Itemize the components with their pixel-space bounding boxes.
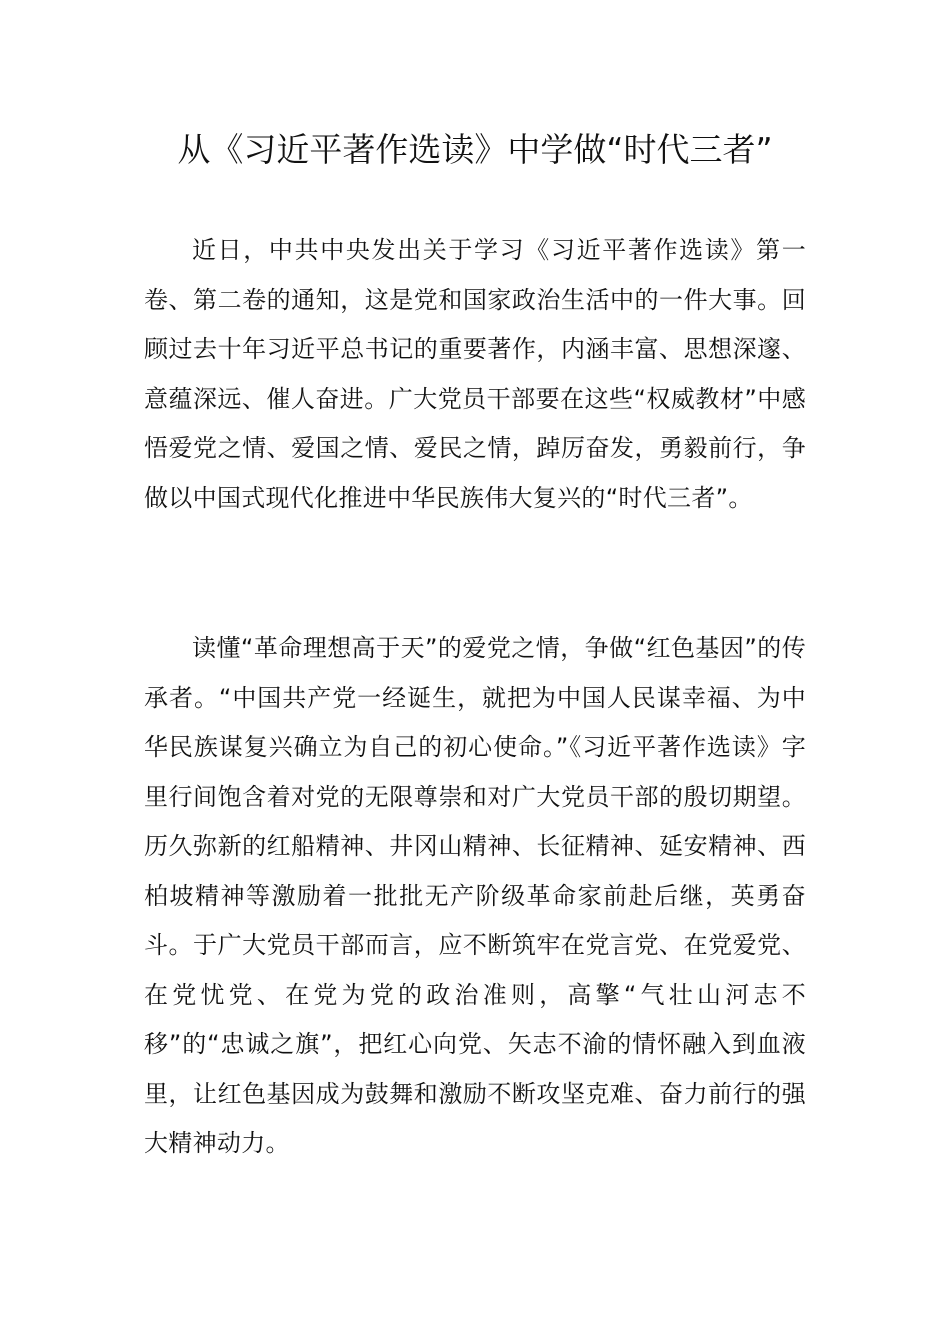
document-page [144, 0, 806, 1344]
paragraph-red-gene: 读懂“革命理想高于天”的爱党之情，争做“红色基因”的传承者。“中国共产党一经诞生，就把为中国人民谋幸福、为中华民族谋复兴确立为自己的初心使命。”《习近平著作选读》字里行间饱含着对党的无限尊崇和对广大党员干部的殷切期望。历久弥新的红船精神、井冈山精神、长征精神、延安精神、西柏坡精神等激励着一批批无产阶级革命家前赴后继，英勇奋斗。于广大党员干部而言，应不断筑牢在党言党、在党爱党、在党忧党、在党为党的政治准则，高擎“气壮山河志不移”的“忠诚之旗”，把红心向党、矢志不渝的情怀融入到血液里，让红色基因成为鼓舞和激励不断攻坚克难、奋力前行的强大精神动力。 [144, 634, 806, 1157]
document-title: 从《习近平著作选读》中学做“时代三者” [177, 130, 773, 169]
paragraph-intro: 近日，中共中央发出关于学习《习近平著作选读》第一卷、第二卷的通知，这是党和国家政治生活中的一件大事。回顾过去十年习近平总书记的重要著作，内涵丰富、思想深邃、意蕴深远、催人奋进。广大党员干部要在这些“权威教材”中感悟爱党之情、爱国之情、爱民之情，踔厉奋发，勇毅前行，争做以中国式现代化推进中华民族伟大复兴的“时代三者”。 [144, 236, 806, 512]
